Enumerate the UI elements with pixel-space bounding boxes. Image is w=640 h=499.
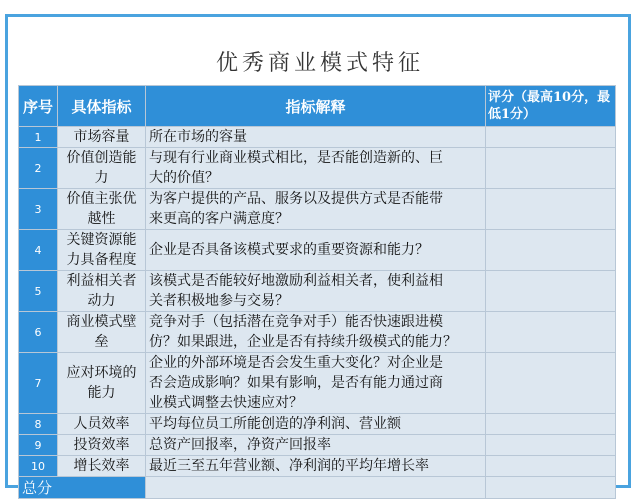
header-num: 序号 (19, 86, 58, 127)
row-number: 4 (19, 230, 58, 271)
header-indicator: 具体指标 (58, 86, 146, 127)
table-row (19, 271, 616, 312)
header-score: 评分（最高10分，最低1分） (486, 86, 616, 127)
row-explanation: 总资产回报率，净资产回报率 (146, 435, 486, 456)
row-number: 9 (19, 435, 58, 456)
row-score-cell[interactable] (486, 271, 616, 312)
row-indicator: 价值创造能 力 (58, 148, 146, 189)
row-number: 6 (19, 312, 58, 353)
row-score-cell[interactable] (486, 353, 616, 414)
table-row (19, 435, 616, 456)
row-explanation: 与现有行业商业模式相比，是否能创造新的、巨 大的价值？ (146, 148, 486, 189)
row-explanation: 平均每位员工所能创造的净利润、营业额 (146, 414, 486, 435)
page-title: 优秀商业模式特征 (215, 51, 424, 76)
table-row (19, 414, 616, 435)
row-score-cell[interactable] (486, 414, 616, 435)
evaluation-table (18, 85, 616, 499)
total-blank (146, 477, 486, 499)
row-number: 5 (19, 271, 58, 312)
table-row (19, 230, 616, 271)
row-score-cell[interactable] (486, 127, 616, 148)
total-row (19, 477, 616, 499)
row-indicator: 利益相关者 动力 (58, 271, 146, 312)
row-number: 10 (19, 456, 58, 477)
row-explanation: 竞争对手（包括潜在竞争对手）能否快速跟进模 仿？如果跟进，企业是否有持续升级模式的能力？ (146, 312, 486, 353)
table-row (19, 353, 616, 414)
row-score-cell[interactable] (486, 435, 616, 456)
row-number: 3 (19, 189, 58, 230)
row-number: 7 (19, 353, 58, 414)
header-explanation: 指标解释 (146, 86, 486, 127)
total-label: 总分 (19, 477, 146, 499)
row-indicator: 人员效率 (58, 414, 146, 435)
row-indicator: 商业模式壁 垒 (58, 312, 146, 353)
row-indicator: 应对环境的 能力 (58, 353, 146, 414)
row-indicator: 价值主张优 越性 (58, 189, 146, 230)
row-score-cell[interactable] (486, 312, 616, 353)
row-score-cell[interactable] (486, 189, 616, 230)
row-indicator: 投资效率 (58, 435, 146, 456)
row-number: 8 (19, 414, 58, 435)
table-row (19, 148, 616, 189)
row-score-cell[interactable] (486, 148, 616, 189)
row-number: 2 (19, 148, 58, 189)
row-score-cell[interactable] (486, 456, 616, 477)
total-score-cell[interactable] (486, 477, 616, 499)
row-explanation: 企业是否具备该模式要求的重要资源和能力？ (146, 230, 486, 271)
row-number: 1 (19, 127, 58, 148)
row-explanation: 该模式是否能较好地激励利益相关者，使利益相 关者积极地参与交易？ (146, 271, 486, 312)
table-row (19, 456, 616, 477)
row-indicator: 增长效率 (58, 456, 146, 477)
row-explanation: 所在市场的容量 (146, 127, 486, 148)
table-row (19, 312, 616, 353)
table-header-row (19, 86, 616, 127)
row-explanation: 企业的外部环境是否会发生重大变化？对企业是 否会造成影响？如果有影响，是否有能力通过商 业模式调整去快速应对？ (146, 353, 486, 414)
row-explanation: 最近三至五年营业额、净利润的平均年增长率 (146, 456, 486, 477)
row-score-cell[interactable] (486, 230, 616, 271)
row-indicator: 市场容量 (58, 127, 146, 148)
table-row (19, 189, 616, 230)
table-row (19, 127, 616, 148)
row-explanation: 为客户提供的产品、服务以及提供方式是否能带 来更高的客户满意度？ (146, 189, 486, 230)
row-indicator: 关键资源能 力具备程度 (58, 230, 146, 271)
